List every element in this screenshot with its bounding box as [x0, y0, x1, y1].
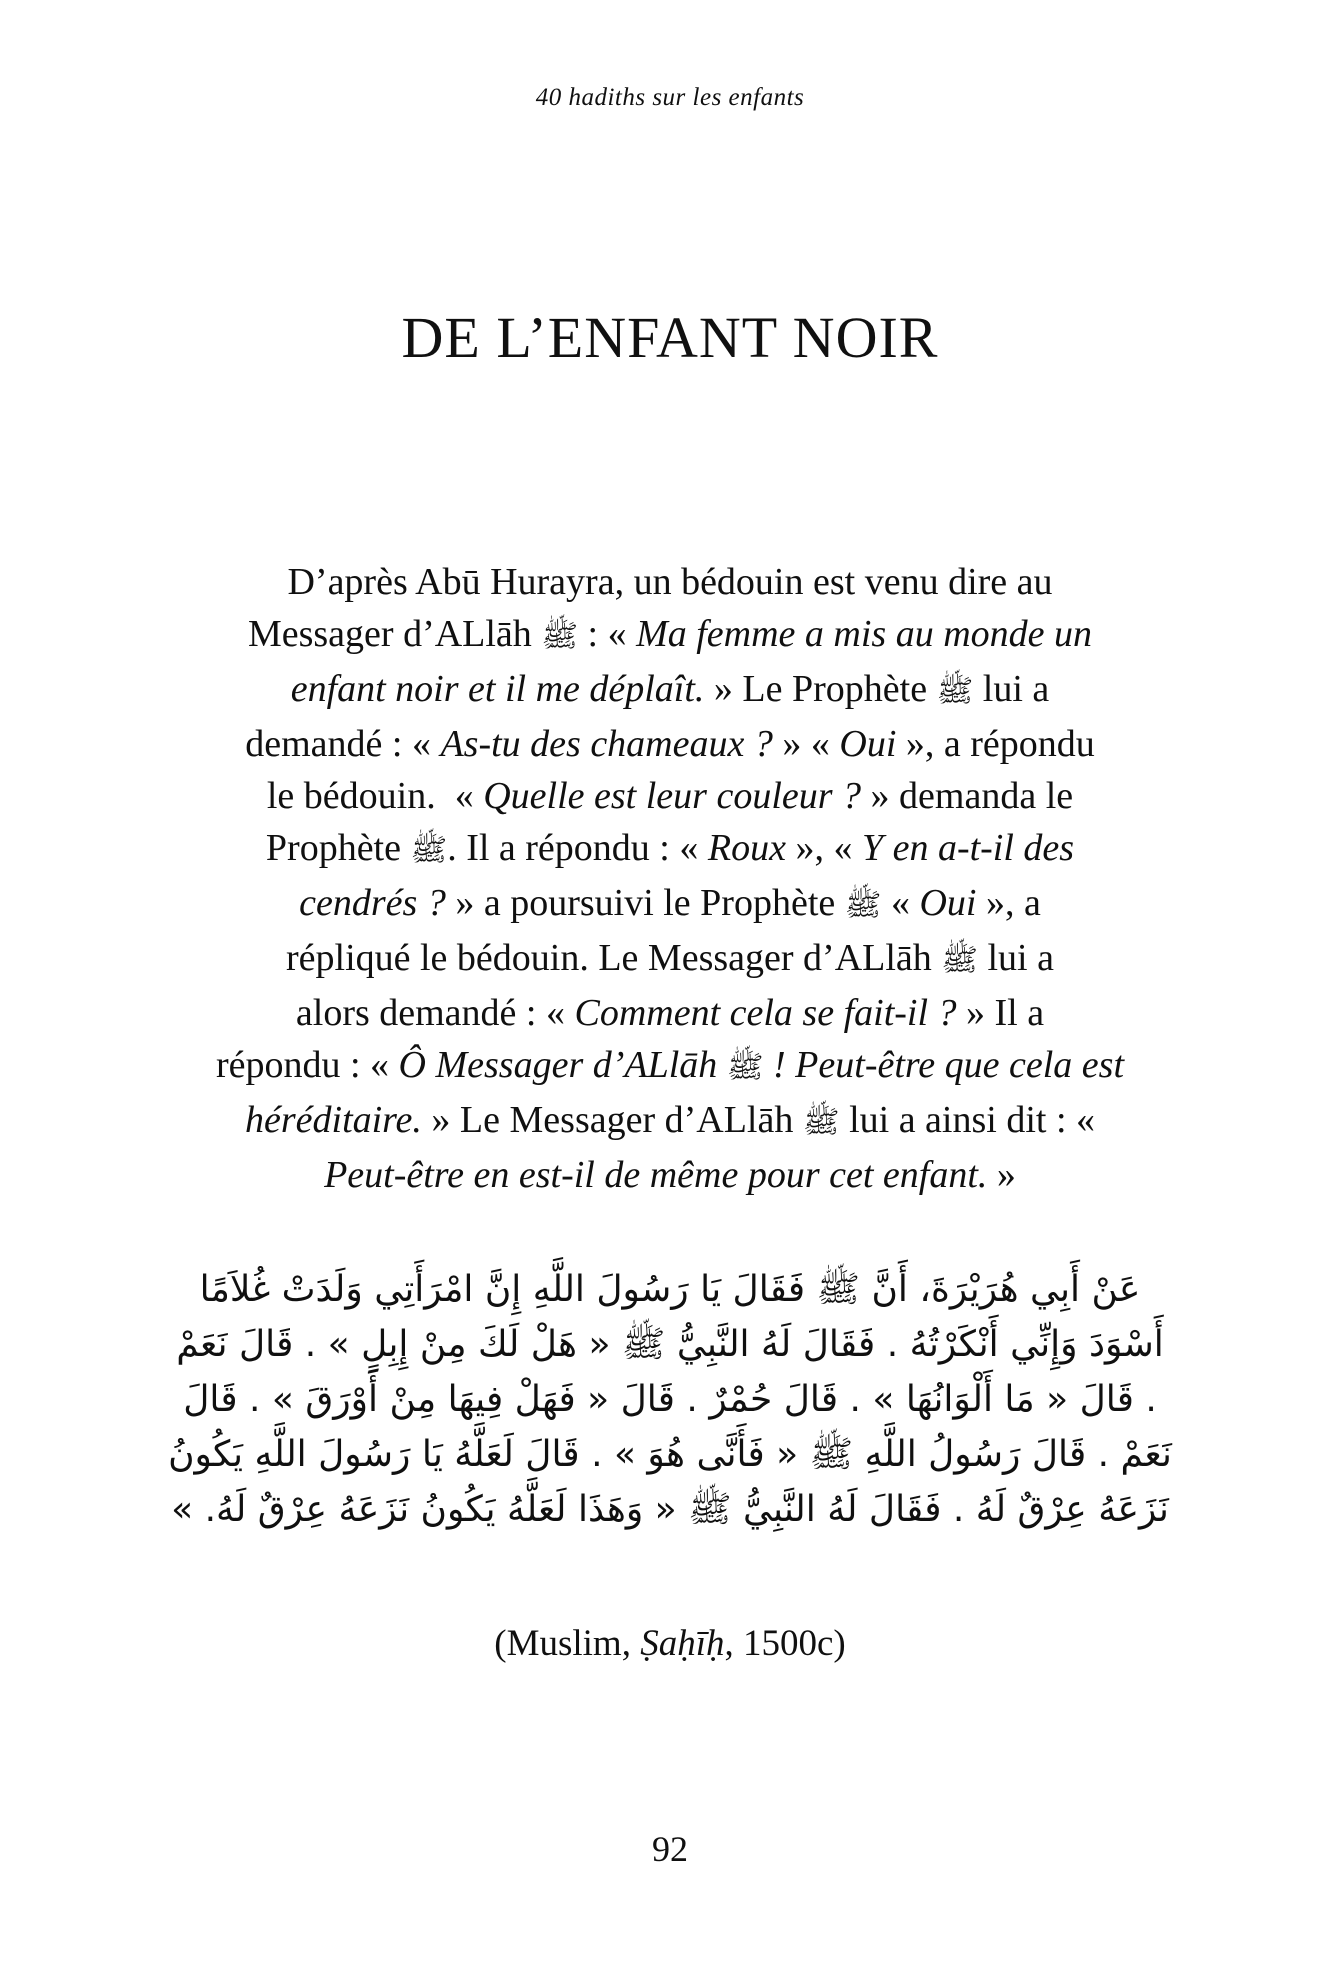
text-segment: » a poursuivi le Prophète	[445, 882, 845, 924]
text-segment: lui a ainsi dit : «	[839, 1099, 1096, 1141]
text-segment: Peut-être en est-il de même pour cet enfant.	[324, 1154, 988, 1196]
text-line	[110, 1482, 1230, 1537]
text-line	[150, 822, 1190, 877]
text-segment: répliqué le bédouin. Le Messager d’ALlāh	[286, 937, 942, 979]
text-segment: » «	[772, 723, 840, 765]
text-segment: », a	[976, 882, 1041, 924]
sallallahu-alayhi-wasallam-symbol: ﷺ	[941, 943, 978, 978]
chapter-title: DE L’ENFANT NOIR	[401, 305, 939, 370]
text-line	[150, 556, 1190, 608]
sallallahu-alayhi-wasallam-symbol: ﷺ	[726, 1050, 764, 1085]
text-line	[110, 1317, 1230, 1372]
source-citation	[0, 1622, 1340, 1665]
text-line	[110, 1372, 1230, 1427]
citation-prefix: (Muslim,	[494, 1623, 641, 1664]
text-segment: عَنْ أَبِي هُرَيْرَةَ، أَنَّ ﷺ فَقَالَ يَا رَسُولَ اللَّهِ إِنَّ امْرَأَتِي وَلَدَتْ غُلاَمًا	[199, 1269, 1141, 1310]
text-segment: » demanda le	[861, 775, 1074, 817]
text-segment: répondu : «	[215, 1044, 399, 1086]
text-segment: Oui	[839, 723, 897, 765]
text-segment: Roux	[707, 827, 786, 869]
text-segment: As-tu des chameaux ?	[440, 723, 773, 765]
text-segment: », «	[785, 827, 862, 869]
sallallahu-alayhi-wasallam-symbol: ﷺ	[541, 619, 579, 654]
text-line	[110, 1427, 1230, 1482]
text-segment: Y en a-t-il des	[861, 827, 1075, 869]
text-segment: أَسْوَدَ وَإِنِّي أَنْكَرْتُهُ . فَقَالَ لَهُ النَّبِيُّ ﷺ « هَلْ لَكَ مِنْ إِبِلٍ » . قَالَ نَعَمْ	[176, 1324, 1164, 1365]
text-segment: lui a	[973, 668, 1050, 710]
text-segment: Ô Messager d’ALlāh	[398, 1044, 727, 1086]
text-segment: lui a	[978, 937, 1054, 979]
text-segment: » Il a	[956, 992, 1045, 1034]
text-segment: » Le Prophète	[704, 668, 937, 710]
text-line	[150, 718, 1190, 770]
sallallahu-alayhi-wasallam-symbol: ﷺ	[410, 833, 448, 868]
text-line	[150, 932, 1190, 987]
hadith-arabic-text	[110, 1262, 1230, 1537]
text-segment: Comment cela se fait-il ?	[574, 992, 957, 1034]
text-line	[150, 1039, 1190, 1094]
text-segment: » Le Messager d’ALlāh	[421, 1099, 803, 1141]
sallallahu-alayhi-wasallam-symbol: ﷺ	[802, 1105, 840, 1140]
text-line	[110, 1262, 1230, 1317]
text-segment: », a répondu	[896, 723, 1095, 765]
running-header: 40 hadiths sur les enfants	[535, 84, 805, 111]
citation-work-title: Ṣaḥīḥ	[640, 1623, 725, 1664]
text-line	[150, 663, 1190, 718]
text-line	[150, 987, 1190, 1039]
text-line	[150, 608, 1190, 663]
text-segment: ! Peut-être que cela est	[763, 1044, 1125, 1086]
text-line	[150, 877, 1190, 932]
text-segment: نَعَمْ . قَالَ رَسُولُ اللَّهِ ﷺ « فَأَنَّى هُوَ » . قَالَ لَعَلَّهُ يَا رَسُولَ اللَّهِ يَكُونُ	[168, 1434, 1172, 1475]
hadith-french-translation	[150, 556, 1190, 1201]
text-segment: enfant noir et il me déplaît.	[290, 668, 705, 710]
citation-suffix: , 1500c)	[724, 1623, 846, 1664]
text-segment: . Il a répondu : «	[447, 827, 708, 869]
text-line	[150, 770, 1190, 822]
text-segment: Quelle est leur couleur ?	[483, 775, 862, 817]
text-segment: Ma femme a mis au monde un	[636, 613, 1093, 655]
text-line	[150, 1149, 1190, 1201]
text-segment: . قَالَ « مَا أَلْوَانُهَا » . قَالَ حُمْرٌ . قَالَ « فَهَلْ فِيهَا مِنْ أَوْرَقَ » . قَالَ	[183, 1379, 1157, 1420]
text-segment: Messager d’ALlāh	[247, 613, 542, 655]
text-segment: le bédouin. «	[266, 775, 484, 817]
text-segment: D’après Abū Hurayra, un bédouin est venu dire au	[287, 561, 1053, 603]
text-line	[150, 1094, 1190, 1149]
text-segment: cendrés ?	[299, 882, 446, 924]
text-segment: «	[881, 882, 920, 924]
text-segment: Oui	[919, 882, 977, 924]
text-segment: héréditaire.	[244, 1099, 422, 1141]
page-number: 92	[652, 1829, 688, 1869]
text-segment: alors demandé : «	[295, 992, 575, 1034]
text-segment: Prophète	[265, 827, 411, 869]
text-segment: »	[987, 1154, 1016, 1196]
text-segment: : «	[578, 613, 637, 655]
sallallahu-alayhi-wasallam-symbol: ﷺ	[936, 674, 974, 709]
text-segment: demandé : «	[245, 723, 441, 765]
text-segment: نَزَعَهُ عِرْقٌ لَهُ . فَقَالَ لَهُ النَّبِيُّ ﷺ « وَهَذَا لَعَلَّهُ يَكُونُ نَزَعَهُ عِرْقٌ لَهُ. »	[171, 1489, 1169, 1530]
sallallahu-alayhi-wasallam-symbol: ﷺ	[844, 888, 882, 923]
